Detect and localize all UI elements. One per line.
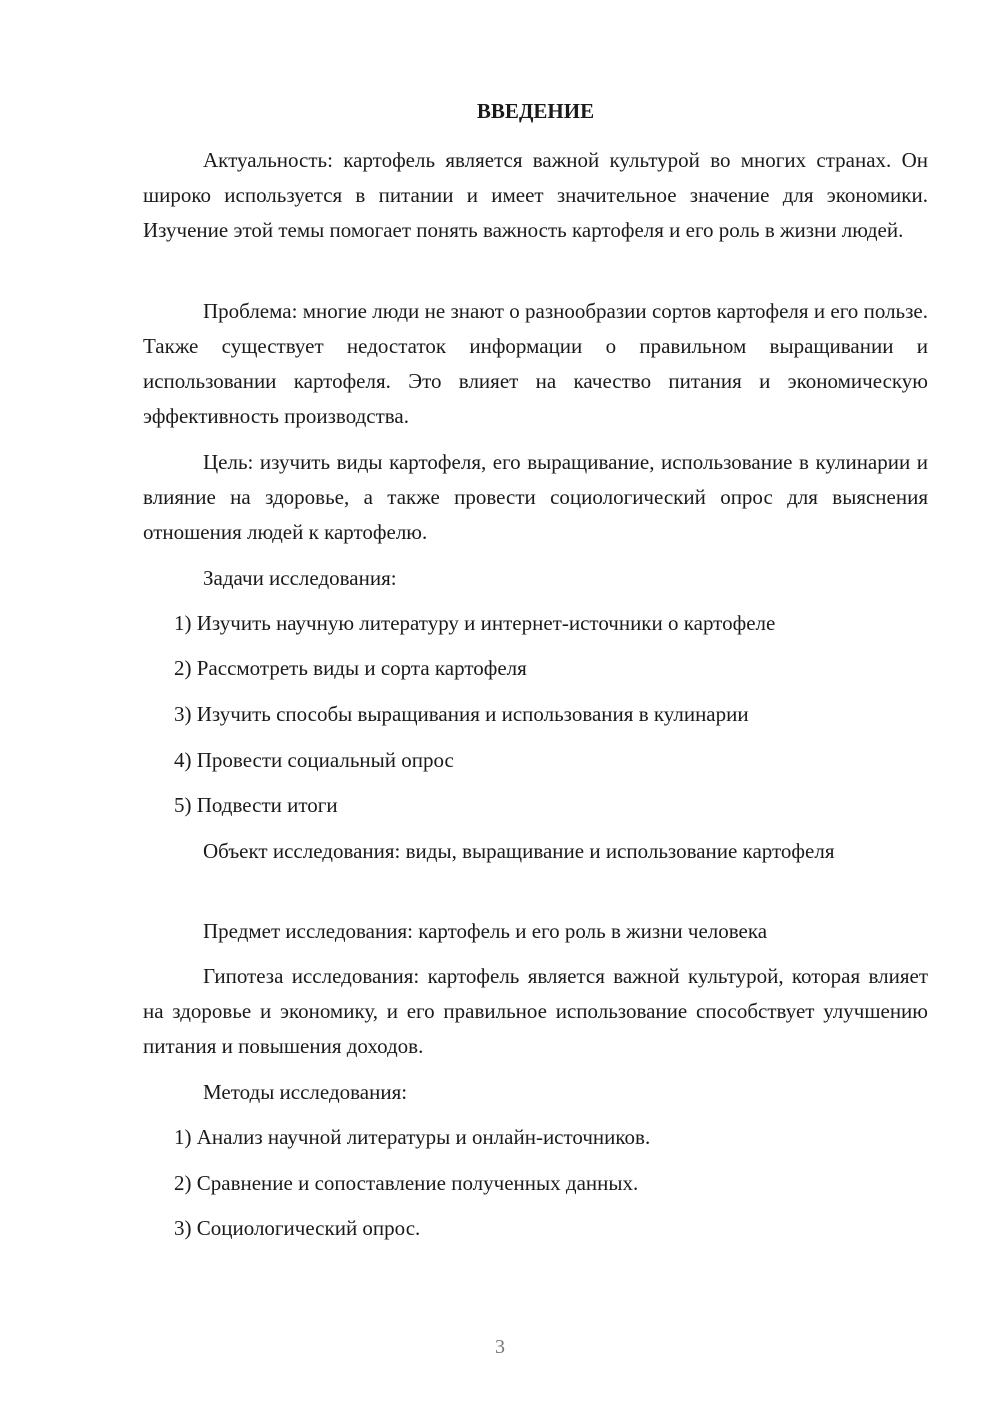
method-item-3: 3) Социологический опрос. [174,1216,421,1240]
task-item-5: 5) Подвести итоги [174,793,338,817]
problem-paragraph: Проблема: многие люди не знают о разнообразии сортов картофеля и его пользе. Также существует недостаток информации о правильном выращивании и использовании картофеля. Это влияет на качество питания и экономическую эффективность производства. [143,299,928,428]
task-item-4: 4) Провести социальный опрос [174,748,454,772]
relevance-paragraph: Актуальность: картофель является важной культурой во многих странах. Он широко используется в питании и имеет значительное значение для экономики. Изучение этой темы помогает понять важность картофеля и его роль в жизни людей. [143,148,928,242]
subject-paragraph: Предмет исследования: картофель и его роль в жизни человека [203,919,768,943]
method-item-1: 1) Анализ научной литературы и онлайн-источников. [174,1125,651,1149]
tasks-heading: Задачи исследования: [203,566,397,590]
method-item-2: 2) Сравнение и сопоставление полученных данных. [174,1171,639,1195]
task-item-2: 2) Рассмотреть виды и сорта картофеля [174,656,527,680]
goal-paragraph: Цель: изучить виды картофеля, его выращивание, использование в кулинарии и влияние на здоровье, а также провести социологический опрос для выяснения отношения людей к картофелю. [143,450,928,544]
methods-heading: Методы исследования: [203,1080,408,1104]
task-item-3: 3) Изучить способы выращивания и использования в кулинарии [174,702,749,726]
section-title: ВВЕДЕНИЕ [476,99,595,123]
hypothesis-paragraph: Гипотеза исследования: картофель является важной культурой, которая влияет на здоровье и экономику, и его правильное использование способствует улучшению питания и повышения доходов. [143,964,928,1058]
task-item-1: 1) Изучить научную литературу и интернет-источники о картофеле [174,611,776,635]
page-number: 3 [495,1336,505,1358]
object-paragraph: Объект исследования: виды, выращивание и использование картофеля [203,839,835,863]
